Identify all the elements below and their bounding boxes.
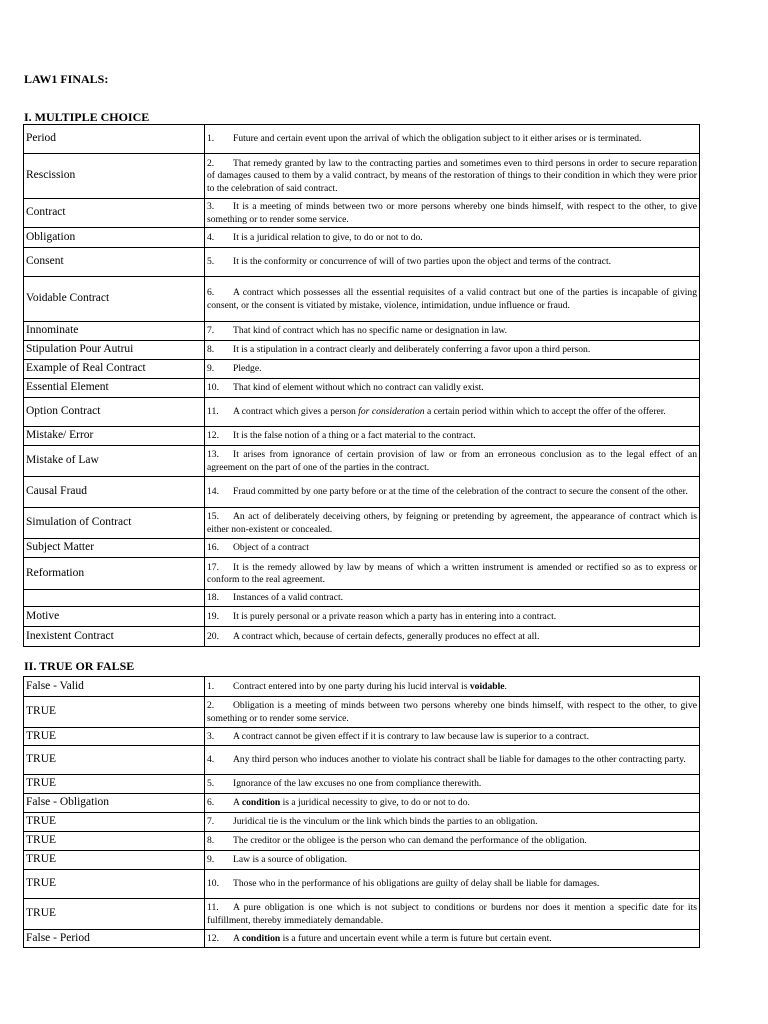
answer-cell: TRUE	[24, 832, 205, 851]
table-row	[24, 813, 700, 832]
statement-text: A pure obligation is one which is not subject to conditions or burdens nor does it mention a specific date for its fulfillment, thereby immediately demandable.	[207, 902, 697, 926]
definition-text: Future and certain event upon the arrival of which the obligation subject to it either arises or is terminated.	[233, 133, 642, 145]
term-cell: Obligation	[24, 228, 205, 248]
table-row	[24, 398, 700, 427]
table-row	[24, 627, 700, 647]
term-cell: Option Contract	[24, 398, 205, 427]
definition-cell	[205, 154, 700, 199]
table-row	[24, 154, 700, 199]
definition-text: That kind of element without which no contract can validly exist.	[233, 382, 484, 394]
definition-cell	[205, 199, 700, 228]
item-number: 6.	[207, 797, 215, 809]
answer-cell: False - Period	[24, 930, 205, 948]
definition-text: An act of deliberately deceiving others, by feigning or pretending by agreement, the appearance of contract which is either non-existent or concealed.	[207, 511, 697, 535]
table-row	[24, 677, 700, 697]
statement-text: Those who in the performance of his obligations are guilty of delay shall be liable for damages.	[233, 878, 600, 890]
item-number: 17.	[207, 561, 219, 573]
definition-text: That kind of contract which has no specific name or designation in law.	[233, 325, 508, 337]
definition-text: It is purely personal or a private reason which a party has in entering into a contract.	[233, 610, 557, 622]
term-cell: Essential Element	[24, 379, 205, 398]
definition-text: It is a juridical relation to give, to do or not to do.	[233, 231, 423, 243]
section-heading-multiple-choice: I. MULTIPLE CHOICE	[24, 110, 150, 124]
statement-bold: condition	[241, 797, 281, 809]
item-number: 9.	[207, 854, 215, 866]
item-number: 8.	[207, 344, 215, 356]
definition-text: It is a meeting of minds between two or more persons whereby one binds himself, with respect to the other, to give something or to render some service.	[207, 201, 697, 225]
definition-text: It is a stipulation in a contract clearly and deliberately conferring a favor upon a third person.	[233, 344, 591, 356]
table-row	[24, 322, 700, 341]
definition-cell	[205, 590, 700, 607]
definition-text: Pledge.	[233, 363, 262, 375]
statement-text: A contract cannot be given effect if it is contrary to law because law is superior to a contract.	[233, 730, 589, 742]
table-row	[24, 558, 700, 590]
definition-text: It is the false notion of a thing or a fact material to the contract.	[233, 430, 476, 442]
answer-cell: TRUE	[24, 746, 205, 775]
answer-cell: TRUE	[24, 728, 205, 746]
definition-cell	[205, 477, 700, 508]
true-false-table	[23, 676, 700, 948]
definition-emphasis: for consideration	[358, 406, 425, 418]
definition-cell	[205, 627, 700, 647]
item-number: 12.	[207, 430, 219, 442]
definition-text: It is the remedy allowed by law by means of which a written instrument is amended or rectified so as to express or conform to the real agreement.	[207, 561, 697, 585]
definition-cell	[205, 277, 700, 322]
term-cell: Stipulation Pour Autrui	[24, 341, 205, 360]
table-row	[24, 341, 700, 360]
statement-cell	[205, 851, 700, 870]
statement-cell	[205, 899, 700, 930]
item-number: 18.	[207, 592, 219, 604]
answer-cell: TRUE	[24, 870, 205, 899]
item-number: 2.	[207, 700, 215, 712]
definition-cell	[205, 379, 700, 398]
statement-cell	[205, 746, 700, 775]
statement-cell	[205, 697, 700, 728]
item-number: 5.	[207, 778, 215, 790]
statement-text: A	[233, 932, 242, 944]
term-cell: Mistake of Law	[24, 446, 205, 477]
table-row	[24, 870, 700, 899]
document-title: LAW1 FINALS:	[24, 72, 109, 86]
term-cell: Subject Matter	[24, 539, 205, 558]
table-row	[24, 277, 700, 322]
term-cell: Simulation of Contract	[24, 508, 205, 539]
definition-text: Instances of a valid contract.	[233, 592, 344, 604]
definition-text: a certain period within which to accept the offer of the offerer.	[424, 406, 666, 418]
item-number: 11.	[207, 406, 219, 418]
statement-cell	[205, 870, 700, 899]
definition-text: A contract which possesses all the essential requisites of a valid contract but one of the parties is incapable of giving consent, or the consent is vitiated by mistake, violence, intimidation, undue influence or fraud.	[207, 287, 697, 311]
section-heading-true-or-false: II. TRUE OR FALSE	[24, 659, 135, 673]
table-row	[24, 899, 700, 930]
item-number: 3.	[207, 201, 215, 213]
item-number: 13.	[207, 449, 219, 461]
definition-cell	[205, 341, 700, 360]
answer-cell: False - Valid	[24, 677, 205, 697]
table-row	[24, 477, 700, 508]
item-number: 2.	[207, 158, 215, 170]
item-number: 7.	[207, 816, 215, 828]
answer-cell: False - Obligation	[24, 794, 205, 813]
term-cell: Inexistent Contract	[24, 627, 205, 647]
statement-text: Ignorance of the law excuses no one from compliance therewith.	[233, 778, 482, 790]
table-row	[24, 746, 700, 775]
term-cell: Rescission	[24, 154, 205, 199]
answer-cell: TRUE	[24, 697, 205, 728]
definition-cell	[205, 248, 700, 277]
item-number: 10.	[207, 382, 219, 394]
table-row	[24, 228, 700, 248]
item-number: 1.	[207, 133, 215, 145]
table-row	[24, 446, 700, 477]
answer-cell: TRUE	[24, 775, 205, 794]
term-cell	[24, 590, 205, 607]
definition-text: A contract which gives a person	[233, 406, 359, 418]
statement-bold: condition	[241, 932, 281, 944]
item-number: 19.	[207, 610, 219, 622]
table-row	[24, 508, 700, 539]
table-row	[24, 199, 700, 228]
statement-text: Juridical tie is the vinculum or the link which binds the parties to an obligation.	[233, 816, 538, 828]
item-number: 7.	[207, 325, 215, 337]
definition-text: A contract which, because of certain defects, generally produces no effect at all.	[233, 630, 540, 642]
item-number: 3.	[207, 730, 215, 742]
definition-text: It is the conformity or concurrence of will of two parties upon the object and terms of the contract.	[233, 256, 612, 268]
definition-cell	[205, 398, 700, 427]
item-number: 8.	[207, 835, 215, 847]
item-number: 9.	[207, 363, 215, 375]
definition-text: That remedy granted by law to the contracting parties and sometimes even to third persons in order to secure reparation of damages caused to them by a valid contract, by means of the restoration of things to their condition in which they were prior to the celebration of said contract.	[207, 158, 697, 194]
item-number: 14.	[207, 486, 219, 498]
table-row	[24, 728, 700, 746]
statement-cell	[205, 813, 700, 832]
answer-cell: TRUE	[24, 899, 205, 930]
item-number: 4.	[207, 231, 215, 243]
table-row	[24, 775, 700, 794]
term-cell: Period	[24, 125, 205, 154]
definition-cell	[205, 558, 700, 590]
multiple-choice-table	[23, 124, 700, 647]
item-number: 11.	[207, 902, 219, 914]
definition-cell	[205, 539, 700, 558]
statement-cell	[205, 832, 700, 851]
definition-cell	[205, 125, 700, 154]
statement-text: The creditor or the obligee is the person who can demand the performance of the obligation.	[233, 835, 587, 847]
term-cell: Consent	[24, 248, 205, 277]
table-row	[24, 360, 700, 379]
item-number: 15.	[207, 511, 219, 523]
statement-text: is a future and uncertain event while a term is future but certain event.	[280, 932, 552, 944]
item-number: 6.	[207, 287, 215, 299]
item-number: 10.	[207, 878, 219, 890]
term-cell: Example of Real Contract	[24, 360, 205, 379]
definition-text: It arises from ignorance of certain provision of law or from an erroneous conclusion as to the legal effect of an agreement on the part of one of the parties in the contract.	[207, 449, 697, 473]
table-row	[24, 607, 700, 627]
item-number: 12.	[207, 932, 219, 944]
definition-cell	[205, 360, 700, 379]
term-cell: Mistake/ Error	[24, 427, 205, 446]
table-row	[24, 125, 700, 154]
definition-cell	[205, 607, 700, 627]
table-row	[24, 590, 700, 607]
item-number: 4.	[207, 754, 215, 766]
statement-bold: voidable	[469, 680, 505, 692]
answer-cell: TRUE	[24, 851, 205, 870]
statement-text: .	[504, 680, 507, 692]
statement-text: Law is a source of obligation.	[233, 854, 348, 866]
item-number: 16.	[207, 542, 219, 554]
term-cell: Contract	[24, 199, 205, 228]
definition-cell	[205, 446, 700, 477]
statement-text: Obligation is a meeting of minds between two persons whereby one binds himself, with respect to the other, to give something or to render some service.	[207, 700, 697, 724]
term-cell: Reformation	[24, 558, 205, 590]
statement-cell	[205, 775, 700, 794]
term-cell: Motive	[24, 607, 205, 627]
table-row	[24, 539, 700, 558]
definition-cell	[205, 322, 700, 341]
definition-cell	[205, 508, 700, 539]
term-cell: Causal Fraud	[24, 477, 205, 508]
statement-cell	[205, 728, 700, 746]
table-row	[24, 851, 700, 870]
definition-text: Fraud committed by one party before or at the time of the celebration of the contract to secure the consent of the other.	[233, 486, 688, 498]
statement-cell	[205, 677, 700, 697]
term-cell: Innominate	[24, 322, 205, 341]
statement-cell	[205, 794, 700, 813]
statement-text: is a juridical necessity to give, to do or not to do.	[280, 797, 470, 809]
item-number: 5.	[207, 256, 215, 268]
table-row	[24, 248, 700, 277]
definition-cell	[205, 228, 700, 248]
table-row	[24, 930, 700, 948]
table-row	[24, 379, 700, 398]
statement-cell	[205, 930, 700, 948]
definition-cell	[205, 427, 700, 446]
statement-text: Any third person who induces another to violate his contract shall be liable for damages to the other contracting party.	[233, 754, 686, 766]
item-number: 20.	[207, 630, 219, 642]
statement-text: Contract entered into by one party during his lucid interval is	[233, 680, 470, 692]
table-row	[24, 794, 700, 813]
table-row	[24, 427, 700, 446]
statement-text: A	[233, 797, 242, 809]
item-number: 1.	[207, 680, 215, 692]
definition-text: Object of a contract	[233, 542, 309, 554]
term-cell: Voidable Contract	[24, 277, 205, 322]
table-row	[24, 832, 700, 851]
answer-cell: TRUE	[24, 813, 205, 832]
table-row	[24, 697, 700, 728]
